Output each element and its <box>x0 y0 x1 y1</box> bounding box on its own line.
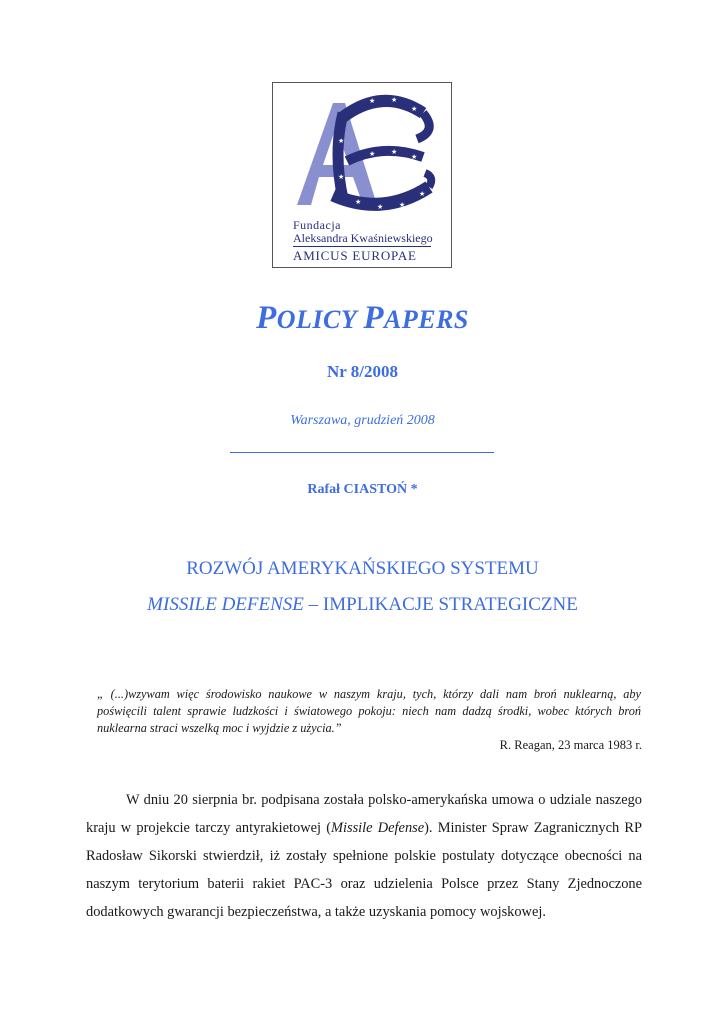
svg-text:★: ★ <box>411 105 418 113</box>
logo-line-name: Aleksandra Kwaśniewskiego <box>293 231 433 245</box>
epigraph-quote: „ (...)wzywam więc środowisko naukowe w naszym kraju, tych, którzy dali nam broń nuklearną, aby poświęcili talent sprawie ludzkości i światowego pokoju: niech nam dadzą środki, wobec których broń nuklearna straci wszelką moc i wyjdzie z użycia.” <box>97 687 641 735</box>
svg-text:★: ★ <box>377 203 384 211</box>
quote-attribution: R. Reagan, 23 marca 1983 r. <box>499 738 642 752</box>
svg-text:★: ★ <box>369 97 376 105</box>
svg-text:★: ★ <box>391 148 398 156</box>
separator-line <box>230 452 494 453</box>
logo-divider <box>293 246 431 247</box>
svg-text:★: ★ <box>338 173 345 181</box>
body-paragraph: W dniu 20 sierpnia br. podpisana została polsko-amerykańska umowa o udziale naszego kraju w projekcie tarczy antyrakietowej (Missile Defense). Minister Spraw Zagranicznych RP Radosław Sikorski stwierdził, iż zostały spełnione polskie postulaty dotyczące obecności na naszym terytorium baterii rakiet PAC-3 oraz udzielenia Polsce przez Stany Zjednoczone dodatkowych gwarancji bezpieczeństwa, a także uzyskania pomocy wojskowej. <box>86 792 643 920</box>
svg-text:★: ★ <box>399 201 406 209</box>
svg-text:★: ★ <box>411 153 418 161</box>
issue-number: Nr 8/2008 <box>327 362 398 381</box>
headline-line-1: ROZWÓJ AMERYKAŃSKIEGO SYSTEMU <box>186 558 539 579</box>
place-date: Warszawa, grudzień 2008 <box>290 413 435 428</box>
logo-line-amicus: AMICUS EUROPAE <box>293 248 417 263</box>
foundation-logo <box>272 82 452 268</box>
svg-text:★: ★ <box>419 190 426 198</box>
svg-text:★: ★ <box>391 96 398 104</box>
policy-papers-title: POLICY PAPERS <box>256 300 469 336</box>
logo-line-fundacja: Fundacja <box>293 218 341 232</box>
svg-text:★: ★ <box>369 150 376 158</box>
logo-caption <box>293 219 453 262</box>
svg-text:★: ★ <box>338 137 345 145</box>
author-name: Rafał CIASTOŃ * <box>307 482 418 497</box>
headline-line-2: MISSILE DEFENSE – IMPLIKACJE STRATEGICZNE <box>147 594 578 615</box>
svg-text:★: ★ <box>355 198 362 206</box>
